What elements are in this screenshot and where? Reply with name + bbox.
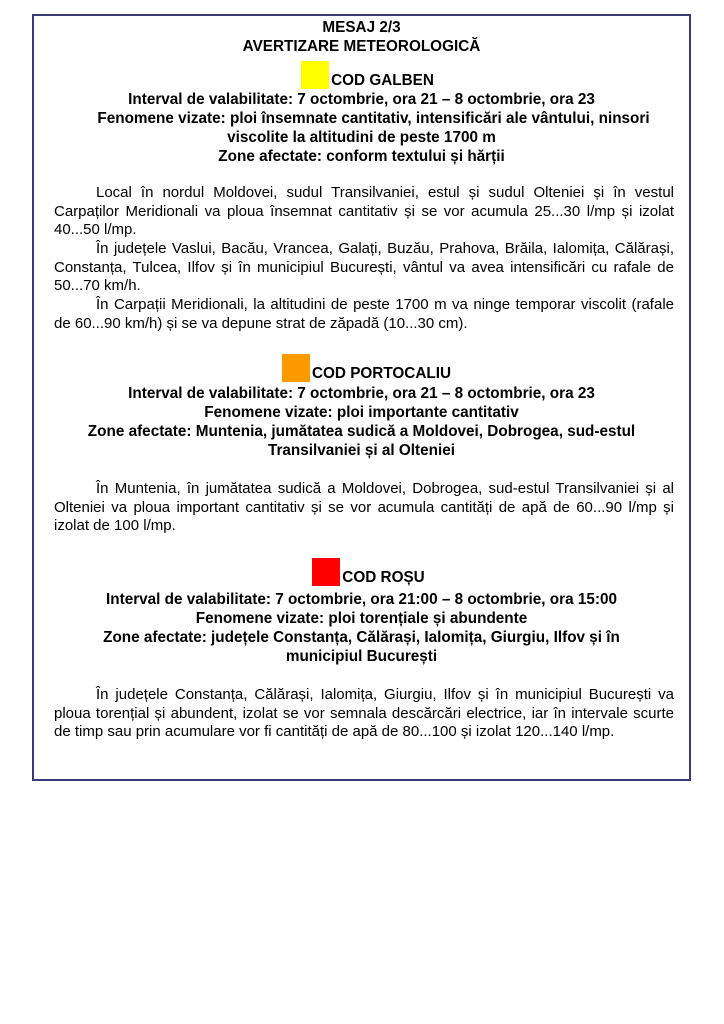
code-red-title: COD ROȘU [342,569,425,586]
yellow-paragraph-3: În Carpații Meridionali, la altitudini de peste 1700 m va ninge temporar viscolit (rafale de 60...90 km/h) și se va depune strat de zăpadă (10...30 cm). [54,296,674,332]
yellow-interval: Interval de valabilitate: 7 octombrie, ora 21 – 8 octombrie, ora 23 [128,91,595,108]
code-red-heading [34,558,689,587]
code-orange-title: COD PORTOCALIU [311,365,452,382]
orange-zones-line1: Zone afectate: Muntenia, jumătatea sudică a Moldovei, Dobrogea, sud-estul [87,423,636,440]
message-number: MESAJ 2/3 [322,19,401,36]
warning-frame [32,14,691,781]
orange-interval: Interval de valabilitate: 7 octombrie, ora 21 – 8 octombrie, ora 23 [128,385,595,402]
red-zones-line1: Zone afectate: județele Constanța, Călărași, Ialomița, Giurgiu, Ilfov și în [103,629,620,646]
yellow-phenomena-line2: viscolite la altitudini de peste 1700 m [227,129,496,146]
yellow-paragraph-1: Local în nordul Moldovei, sudul Transilvaniei, estul și sudul Olteniei și în vestul Carpaților Meridionali va ploua însemnat cantitativ și se vor acumula 25...30 l/mp și izolat 40...50 l/mp. [54,184,674,238]
red-square-icon [312,558,340,586]
red-phenomena: Fenomene vizate: ploi torențiale și abundente [195,610,528,627]
orange-zones-line2: Transilvaniei și al Olteniei [267,442,456,459]
yellow-paragraph-2: În județele Vaslui, Bacău, Vrancea, Galați, Buzău, Prahova, Brăila, Ialomița, Călărași, Constanța, Tulcea, Ilfov și în municipiul București, vântul va avea intensificări cu rafale de 50...70 km/h. [54,240,674,294]
red-interval: Interval de valabilitate: 7 octombrie, ora 21:00 – 8 octombrie, ora 15:00 [106,591,617,608]
orange-phenomena: Fenomene vizate: ploi importante cantitativ [204,404,519,421]
document-title: AVERTIZARE METEOROLOGICĂ [242,38,481,55]
code-yellow-heading [34,61,695,90]
orange-square-icon [282,354,310,382]
yellow-square-icon [301,61,329,89]
orange-paragraph-1: În Muntenia, în jumătatea sudică a Moldovei, Dobrogea, sud-estul Transilvaniei și al Olteniei va ploua important cantitativ și se vor acumula cantități de apă de 60...90 l/mp și izolat de 100 l/mp. [54,480,674,534]
code-orange-heading [34,354,689,383]
red-paragraph-1: În județele Constanța, Călărași, Ialomița, Giurgiu, Ilfov și în municipiul București va ploua torențial și abundent, izolat se vor semnala descărcări electrice, iar în intervale scurte de timp sau prin acumulare vor fi cantități de apă de 80...100 și izolat 120...140 l/mp. [54,686,674,740]
yellow-zones: Zone afectate: conform textului și hărții [218,148,505,165]
red-zones-line2: municipiul București [285,648,438,665]
yellow-phenomena-line1: Fenomene vizate: ploi însemnate cantitativ, intensificări ale vântului, ninsori [97,110,650,127]
code-yellow-title: COD GALBEN [331,72,434,89]
